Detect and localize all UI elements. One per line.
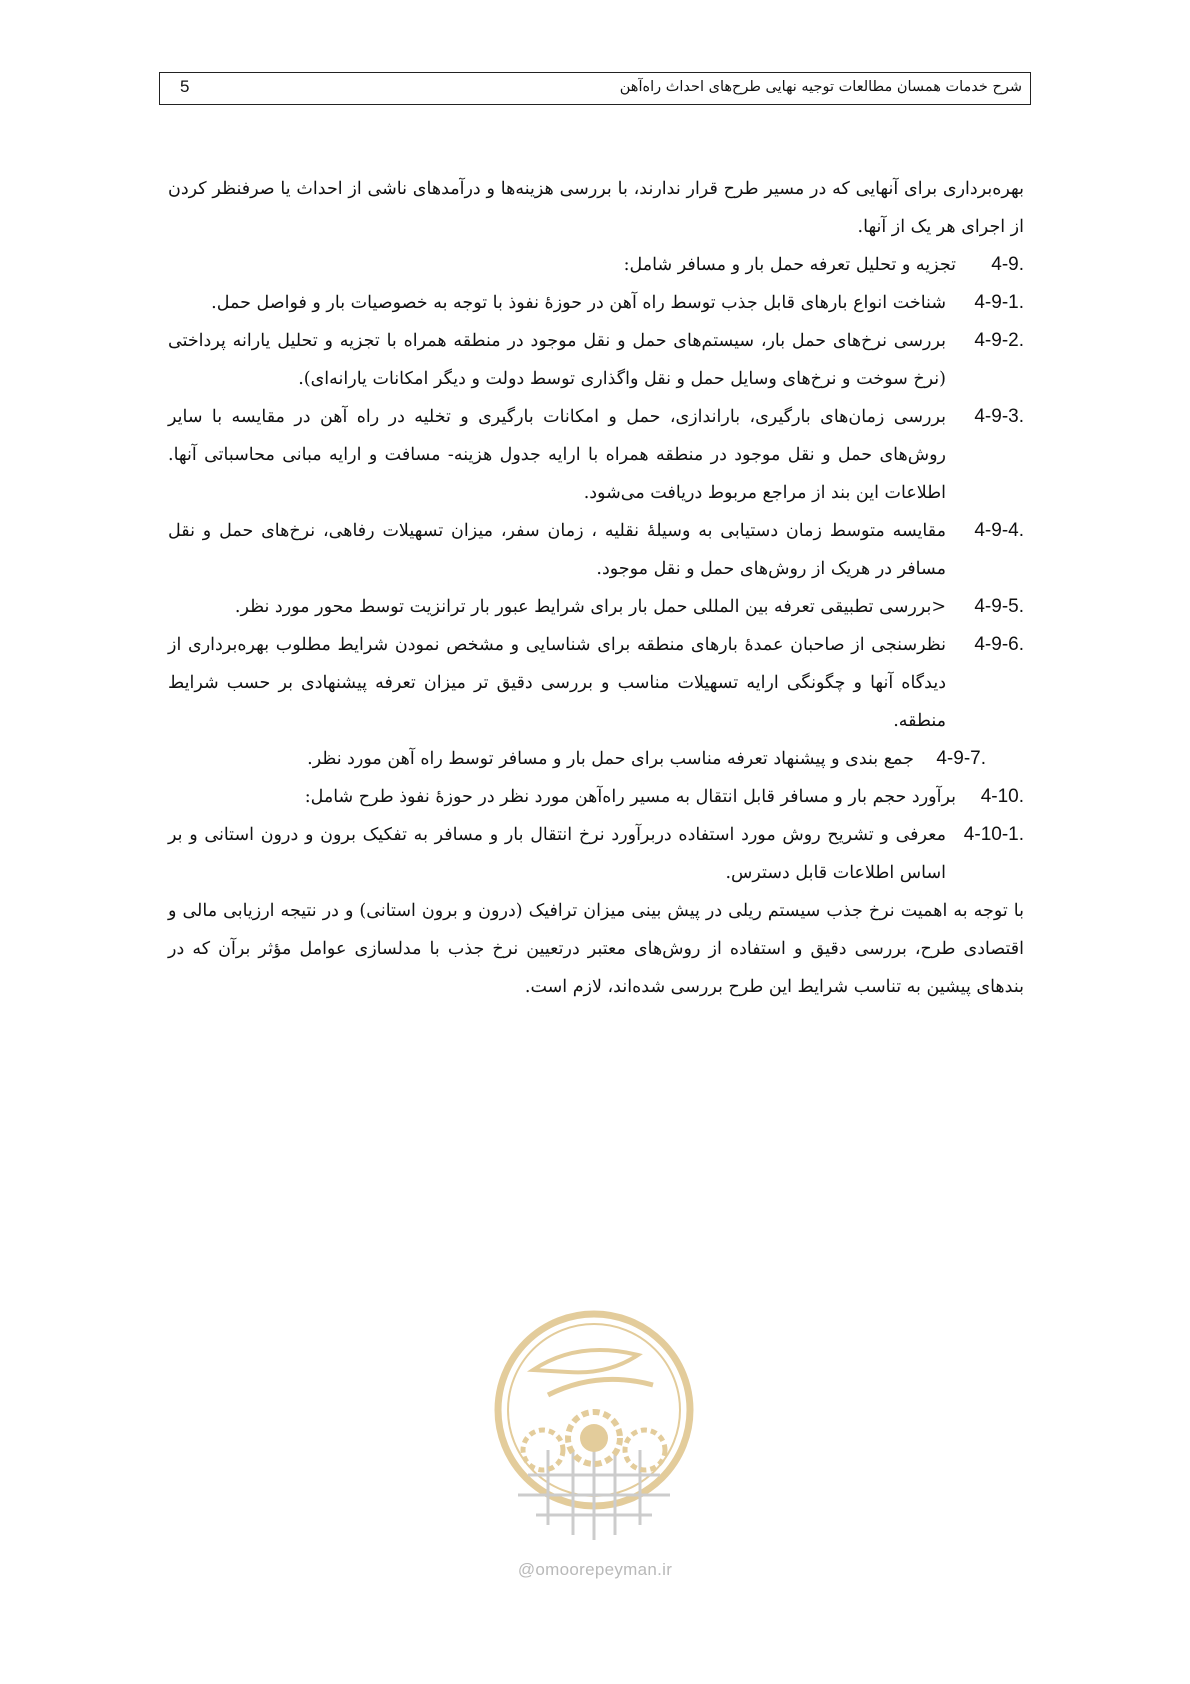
section-4-9-5 bbox=[168, 588, 1024, 626]
paragraph-text: بررسی زمان‌های بارگیری، باراندازی، حمل و امکانات بارگیری و تخلیه در راه آهن در مقایسه با سایر روش‌های حمل و نقل موجود در منطقه همراه با ارایه جدول هزینه- مسافت و ارایه مبانی محاسباتی آنها. اطلاعات این بند از مراجع مربوط دریافت می‌شود. bbox=[168, 407, 946, 503]
section-number: 4-10-1. bbox=[963, 824, 1024, 845]
section-4-10-1 bbox=[168, 816, 1024, 892]
section-number: 4-9-1. bbox=[974, 292, 1024, 313]
paragraph-text: بهره‌برداری برای آنهایی که در مسیر طرح قرار ندارند، با بررسی هزینه‌ها و درآمدهای ناشی از احداث یا صرفنظر کردن از اجرای هر یک از آنها. bbox=[168, 179, 1024, 237]
paragraph-text: معرفی و تشریح روش مورد استفاده دربرآورد نرخ انتقال بار و مسافر به تفکیک برون و درون استانی و بر اساس اطلاعات قابل دسترس. bbox=[168, 825, 946, 883]
section-4-9-7 bbox=[168, 740, 1024, 778]
paragraph-text: نظرسنجی از صاحبان عمدهٔ بارهای منطقه برای شناسایی و مشخص نمودن شرایط مطلوب بهره‌برداری از دیدگاه آنها و چگونگی ارایه تسهیلات مناسب و بررسی دقیق تر میزان تعرفه پیشنهادی بر حسب شرایط منطقه. bbox=[168, 635, 946, 731]
section-4-9-3 bbox=[168, 398, 1024, 512]
section-number: 4-9-5. bbox=[974, 596, 1024, 617]
watermark-url: @omoorepeyman.ir bbox=[517, 1560, 673, 1579]
watermark-logo bbox=[488, 1300, 700, 1555]
paragraph-text: جمع بندی و پیشنهاد تعرفه مناسب برای حمل بار و مسافر توسط راه آهن مورد نظر. bbox=[307, 749, 914, 769]
section-4-9-1 bbox=[168, 284, 1024, 322]
paragraph-text: برآورد حجم بار و مسافر قابل انتقال به مسیر راه‌آهن مورد نظر در حوزهٔ نفوذ طرح شامل: bbox=[304, 787, 956, 807]
section-number: 4-9-3. bbox=[974, 406, 1024, 427]
page-header bbox=[159, 72, 1031, 105]
paragraph-intro bbox=[168, 170, 1024, 246]
paragraph-closing bbox=[168, 892, 1024, 1006]
section-number: 4-9-2. bbox=[974, 330, 1024, 351]
section-number: 4-9. bbox=[991, 254, 1024, 275]
paragraph-text: تجزیه و تحلیل تعرفه حمل بار و مسافر شامل: bbox=[623, 255, 956, 275]
section-number: 4-9-4. bbox=[974, 520, 1024, 541]
section-4-10 bbox=[168, 778, 1024, 816]
paragraph-text: شناخت انواع بارهای قابل جذب توسط راه آهن در حوزهٔ نفوذ با توجه به خصوصیات بار و فواصل حمل. bbox=[211, 293, 946, 313]
paragraph-text: مقایسه متوسط زمان دستیابی به وسیلهٔ نقلیه ، زمان سفر، میزان تسهیلات رفاهی، نرخ‌های حمل و نقل مسافر در هریک از روش‌های حمل و نقل موجود. bbox=[168, 521, 946, 579]
page-number: 5 bbox=[180, 77, 190, 96]
paragraph-text: با توجه به اهمیت نرخ جذب سیستم ریلی در پیش بینی میزان ترافیک (درون و برون استانی) و در نتیجه ارزیابی مالی و اقتصادی طرح، بررسی دقیق و استفاده از روش‌های معتبر درتعیین نرخ جذب با مدلسازی عوامل مؤثر برآن که در بندهای پیشین به تناسب شرایط این طرح بررسی شده‌اند، لازم است. bbox=[168, 901, 1024, 997]
section-4-9-6 bbox=[168, 626, 1024, 740]
section-number: 4-9-7. bbox=[936, 748, 986, 769]
document-body bbox=[168, 170, 1024, 1006]
header-title: شرح خدمات همسان مطالعات توجیه نهایی طرح‌های احداث راه‌آهن bbox=[619, 79, 1022, 95]
section-4-9 bbox=[168, 246, 1024, 284]
section-4-9-2 bbox=[168, 322, 1024, 398]
paragraph-text: بررسی نرخ‌های حمل بار، سیستم‌های حمل و نقل موجود در منطقه همراه با تجزیه و تحلیل یارانه پرداختی (نرخ سوخت و نرخ‌های وسایل حمل و نقل واگذاری توسط دولت و دیگر امکانات یارانه‌ای). bbox=[168, 331, 946, 389]
section-number: 4-9-6. bbox=[974, 634, 1024, 655]
section-4-9-4 bbox=[168, 512, 1024, 588]
paragraph-text: <بررسی تطبیقی تعرفه بین المللی حمل بار برای شرایط عبور بار ترانزیت توسط محور مورد نظر. bbox=[234, 597, 946, 617]
section-number: 4-10. bbox=[980, 786, 1024, 807]
